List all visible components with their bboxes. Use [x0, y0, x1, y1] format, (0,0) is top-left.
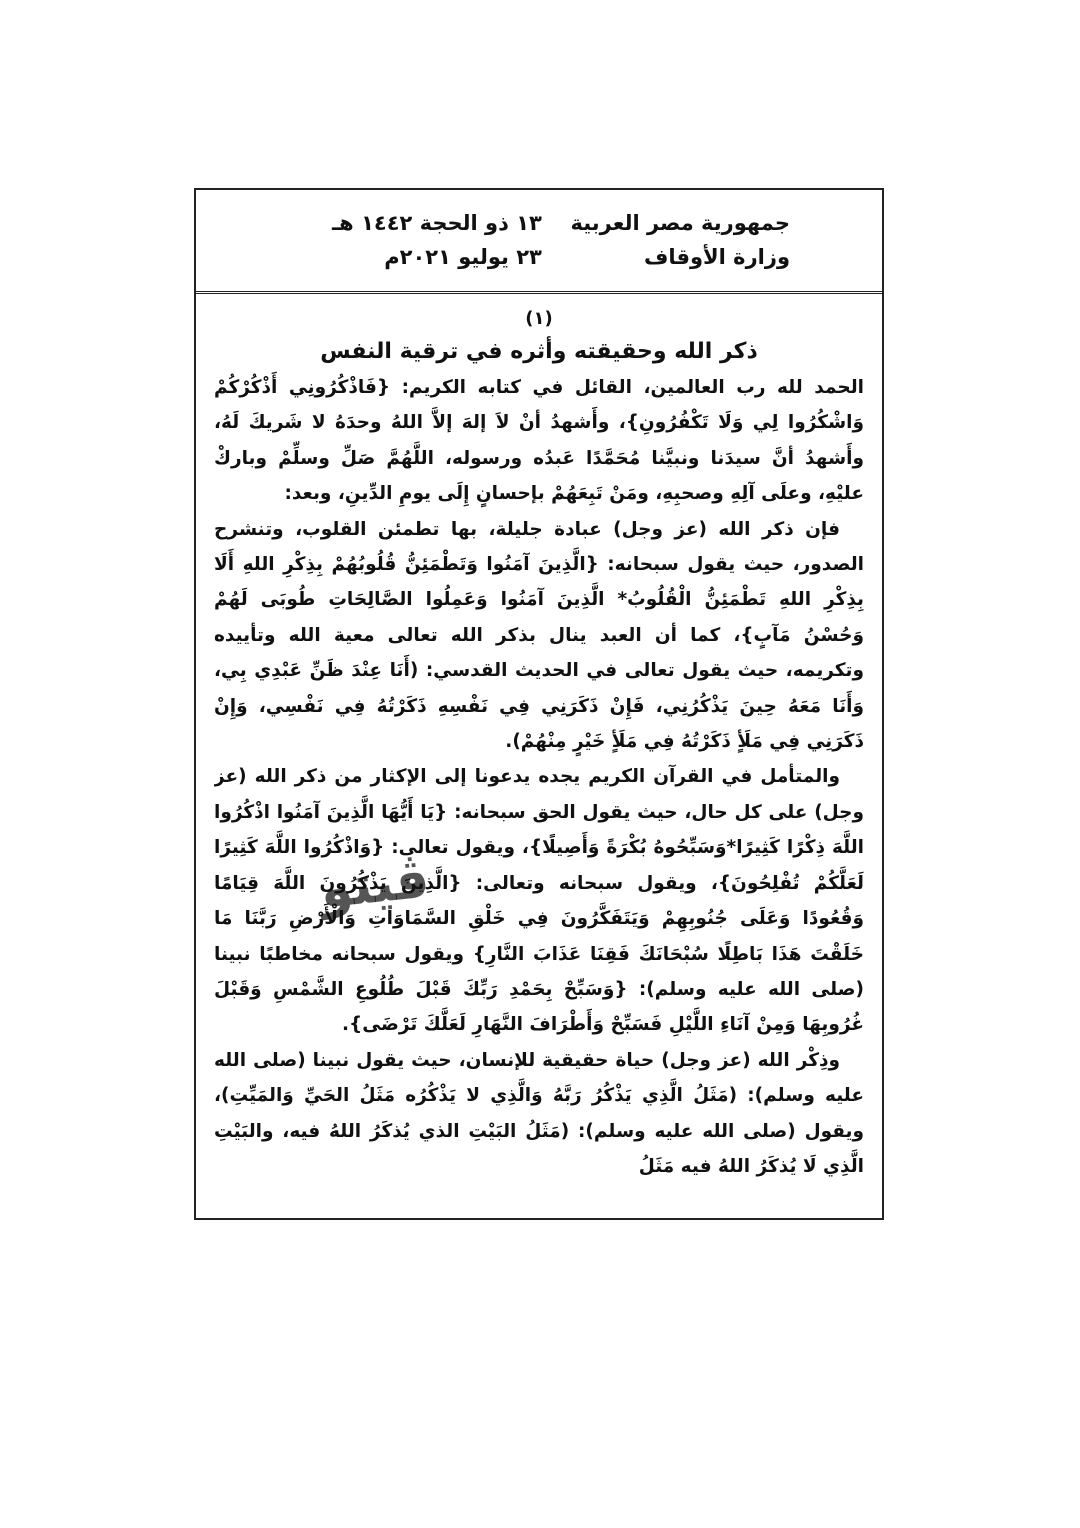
watermark-logo: ڤيتو — [317, 849, 432, 921]
paragraph-opening: الحمد لله رب العالمين، القائل في كتابه الكريم: {فَاذْكُرُونِي أَذْكُرْكُمْ وَاشْكُرُوا لِي وَلَا تَكْفُرُونِ}، وأَشهدُ أنْ لاَ إلهَ إلاَّ اللهُ وحدَهُ لا شَريكَ لَهُ، وأَشهدُ أنَّ سيدَنا ونبيَّنا مُحَمَّدًا عَبدُه ورسوله، اللَّهُمَّ صَلِّ وسلِّمْ وباركْ عليْهِ، وعلَى آلِهِ وصحبِهِ، ومَنْ تَبِعَهُمْ بإحسانٍ إِلَى يومِ الدِّينِ، وبعد: — [214, 377, 864, 505]
ministry-name: وزارة الأوقاف — [643, 245, 790, 269]
paragraph-quran: والمتأمل في القرآن الكريم يجده يدعونا إلى الإكثار من ذكر الله (عز وجل) على كل حال، حيث يقول الحق سبحانه: {يَا أَيُّهَا الَّذِينَ آمَنُوا اذْكُرُوا اللَّهَ ذِكْرًا كَثِيرًا*وَسَبِّحُوهُ بُكْرَةً وَأَصِيلًا}، ويقول تعالى: {وَاذْكُرُوا اللَّهَ كَثِيرًا لَعَلَّكُمْ تُفْلِحُونَ}، ويقول سبحانه وتعالى: {الَّذِينَ يَذْكُرُونَ اللَّهَ قِيَامًا وَقُعُودًا وَعَلَى جُنُوبِهِمْ وَيَتَفَكَّرُونَ فِي خَلْقِ السَّمَاوَاتِ وَالْأَرْضِ رَبَّنَا مَا خَلَقْتَ هَذَا بَاطِلًا سُبْحَانَكَ فَقِنَا عَذَابَ النَّارِ} ويقول سبحانه مخاطبًا نبينا (صلى الله عليه وسلم): {وَسَبِّحْ بِحَمْدِ رَبِّكَ قَبْلَ طُلُوعِ الشَّمْسِ وَقَبْلَ غُرُوبِهَا وَمِنْ آنَاءِ اللَّيْلِ فَسَبِّحْ وَأَطْرَافَ النَّهَارِ لَعَلَّكَ تَرْضَى}. — [214, 766, 864, 1036]
document-frame — [194, 188, 884, 1220]
header-dates — [332, 206, 542, 274]
document-header — [196, 190, 882, 294]
hijri-date: ١٣ ذو الحجة ١٤٤٢ هـ — [332, 211, 542, 235]
country-name: جمهورية مصر العربية — [570, 211, 790, 235]
sermon-title: ذكر الله وحقيقته وأثره في ترقية النفس — [320, 339, 758, 364]
sermon-number: (١) — [525, 308, 553, 329]
sermon-body — [214, 306, 864, 1210]
paragraph-life: وذِكْر الله (عز وجل) حياة حقيقية للإنسان، حيث يقول نبينا (صلى الله عليه وسلم): (مَثَلُ الَّذِي يَذْكُرُ رَبَّهُ وَالَّذِي لا يَذْكُرُه مَثَلُ الحَيِّ وَالمَيِّتِ)، ويقول (صلى الله عليه وسلم): (مَثَلُ البَيْتِ الذي يُذكَرُ اللهُ فيه، والبَيْتِ الَّذِي لَا يُذكَرُ اللهُ فيه مَثَلُ — [214, 1049, 864, 1177]
gregorian-date: ٢٣ يوليو ٢٠٢١م — [384, 245, 542, 269]
header-authority — [570, 206, 790, 274]
paragraph-remembrance: فإن ذكر الله (عز وجل) عبادة جليلة، بها تطمئن القلوب، وتنشرح الصدور، حيث يقول سبحانه: {الَّذِينَ آمَنُوا وَتَطْمَئِنُّ قُلُوبُهُمْ بِذِكْرِ اللهِ أَلَا بِذِكْرِ اللهِ تَطْمَئِنُّ الْقُلُوبُ* الَّذِينَ آمَنُوا وَعَمِلُوا الصَّالِحَاتِ طُوبَى لَهُمْ وَحُسْنُ مَآبٍ}، كما أن العبد ينال بذكر الله تعالى معية الله وتأييده وتكريمه، حيث يقول تعالى في الحديث القدسي: (أَنَا عِنْدَ ظَنِّ عَبْدِي بِي، وَأَنَا مَعَهُ حِينَ يَذْكُرُنِي، فَإِنْ ذَكَرَنِي فِي نَفْسِهِ ذَكَرْتُهُ فِي نَفْسِي، وَإِنْ ذَكَرَنِي فِي مَلَأٍ ذَكَرْتُهُ فِي مَلَأٍ خَيْرٍ مِنْهُمْ). — [214, 518, 864, 753]
